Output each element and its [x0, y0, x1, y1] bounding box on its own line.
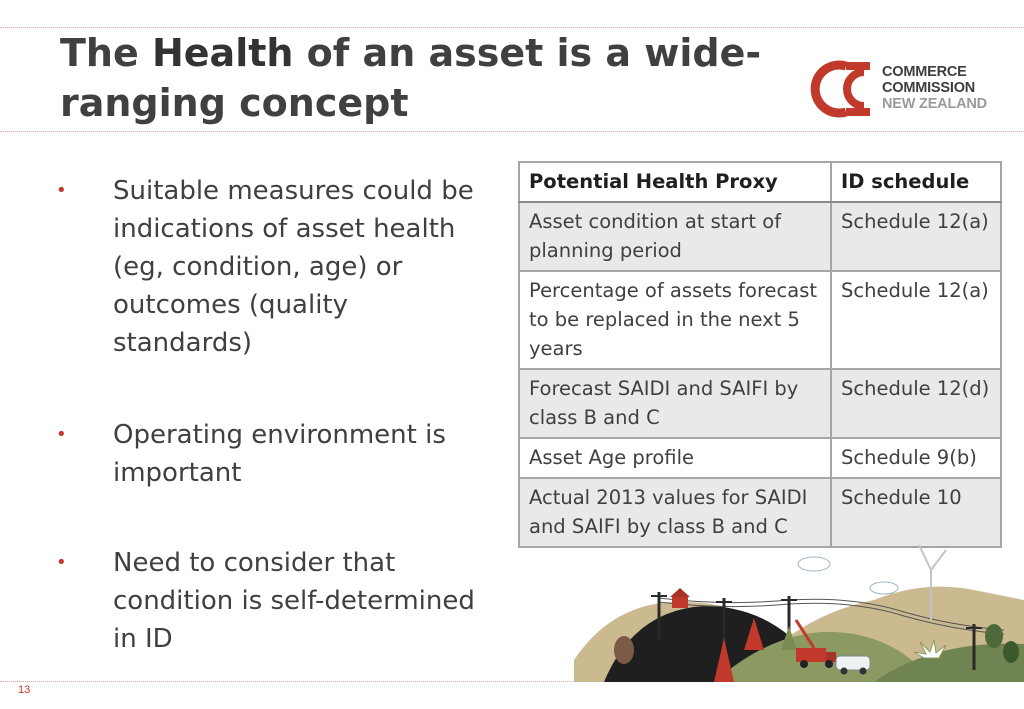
van-icon: [836, 656, 870, 670]
logo-line-3: NEW ZEALAND: [882, 96, 987, 112]
bullet-marker-icon: •: [56, 424, 67, 445]
house-icon: [672, 596, 688, 608]
header-potential-health-proxy: Potential Health Proxy: [519, 162, 831, 202]
health-proxy-table: [518, 161, 1002, 548]
proxy-cell: Asset condition at start of planning period: [519, 202, 831, 271]
table-row: [519, 271, 1001, 369]
tree-icon: [1003, 641, 1019, 663]
table-header-row: [519, 162, 1001, 202]
title-bold: Health: [151, 31, 294, 75]
logo-mark-icon: [806, 58, 882, 120]
table-row: [519, 478, 1001, 547]
title-pre: The: [60, 31, 152, 75]
header-id-schedule: ID schedule: [831, 162, 1001, 202]
proxy-cell: Asset Age profile: [519, 438, 831, 478]
schedule-cell: Schedule 10: [831, 478, 1001, 547]
tree-icon: [614, 636, 634, 664]
tree-icon: [985, 624, 1003, 648]
cloud-icon: [870, 582, 898, 594]
slide-title: [60, 28, 780, 128]
truck-icon: [796, 648, 826, 662]
table-row: [519, 202, 1001, 271]
schedule-cell: Schedule 12(d): [831, 369, 1001, 438]
proxy-cell: Forecast SAIDI and SAIFI by class B and C: [519, 369, 831, 438]
bullet-text: Operating environment is important: [113, 420, 446, 488]
bullet-text: Suitable measures could be indications of asset health (eg, condition, age) or outcomes (quality standards): [113, 176, 474, 358]
table-row: [519, 438, 1001, 478]
cloud-icon: [798, 557, 830, 571]
bullet-marker-icon: •: [56, 180, 67, 201]
table-row: [519, 369, 1001, 438]
page-number: 13: [18, 684, 31, 696]
proxy-cell: Percentage of assets forecast to be replaced in the next 5 years: [519, 271, 831, 369]
logo-wordmark: [882, 64, 987, 112]
proxy-cell: Actual 2013 values for SAIDI and SAIFI by class B and C: [519, 478, 831, 547]
title-divider: [0, 131, 1024, 132]
logo-line-2: COMMISSION: [882, 80, 976, 96]
schedule-cell: Schedule 12(a): [831, 271, 1001, 369]
bullet-text: Need to consider that condition is self-determined in ID: [113, 548, 475, 654]
commerce-commission-logo: [806, 58, 1006, 120]
schedule-cell: Schedule 9(b): [831, 438, 1001, 478]
title-post: of an asset is a wide-ranging concept: [60, 31, 762, 125]
schedule-cell: Schedule 12(a): [831, 202, 1001, 271]
landscape-illustration: [574, 540, 1024, 682]
logo-line-1: COMMERCE: [882, 64, 967, 80]
bullet-marker-icon: •: [56, 552, 67, 573]
